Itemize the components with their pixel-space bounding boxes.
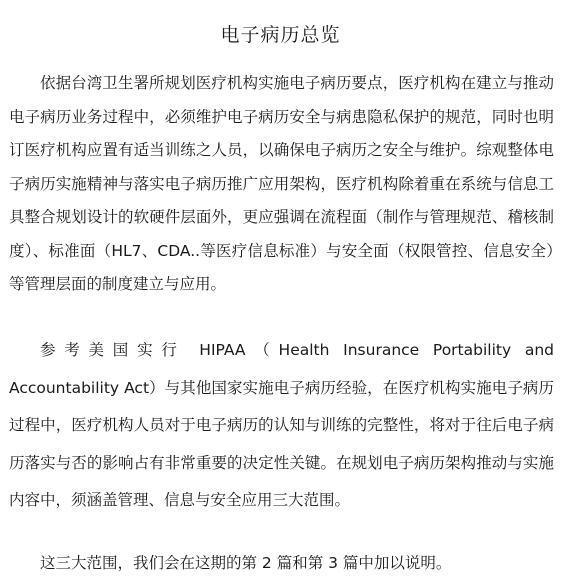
page-title: 电子病历总览 [220, 24, 341, 46]
paragraph-3: 这三大范围，我们会在这期的第 2 篇和第 3 篇中加以说明。 [40, 554, 452, 572]
paragraph-2: 参考美国实行 HIPAA（Health Insurance Portability and Accountability Act）与其他国家实施电子病历经验，在医疗机构实施电子病历过程中，医疗机构人员对于电子病历的认知与训练的完整性，将对于往后电子病历落实与否的影响占有非常重要的决定性关键。在规划电子病历架构推动与实施内容中，须涵盖管理、信息与安全应用三大范围。 [9, 341, 554, 509]
paragraph-1: 依据台湾卫生署所规划医疗机构实施电子病历要点，医疗机构在建立与推动电子病历业务过程中，必须维护电子病历安全与病患隐私保护的规范，同时也明订医疗机构应置有适当训练之人员，以确保电子病历之安全与维护。综观整体电子病历实施精神与落实电子病历推广应用架构，医疗机构除着重在系统与信息工具整合规划设计的软硬件层面外，更应强调在流程面（制作与管理规范、稽核制度）、标准面（HL7、CDA..等医疗信息标准）与安全面（权限管控、信息安全）等管理层面的制度建立与应用。 [9, 74, 554, 293]
